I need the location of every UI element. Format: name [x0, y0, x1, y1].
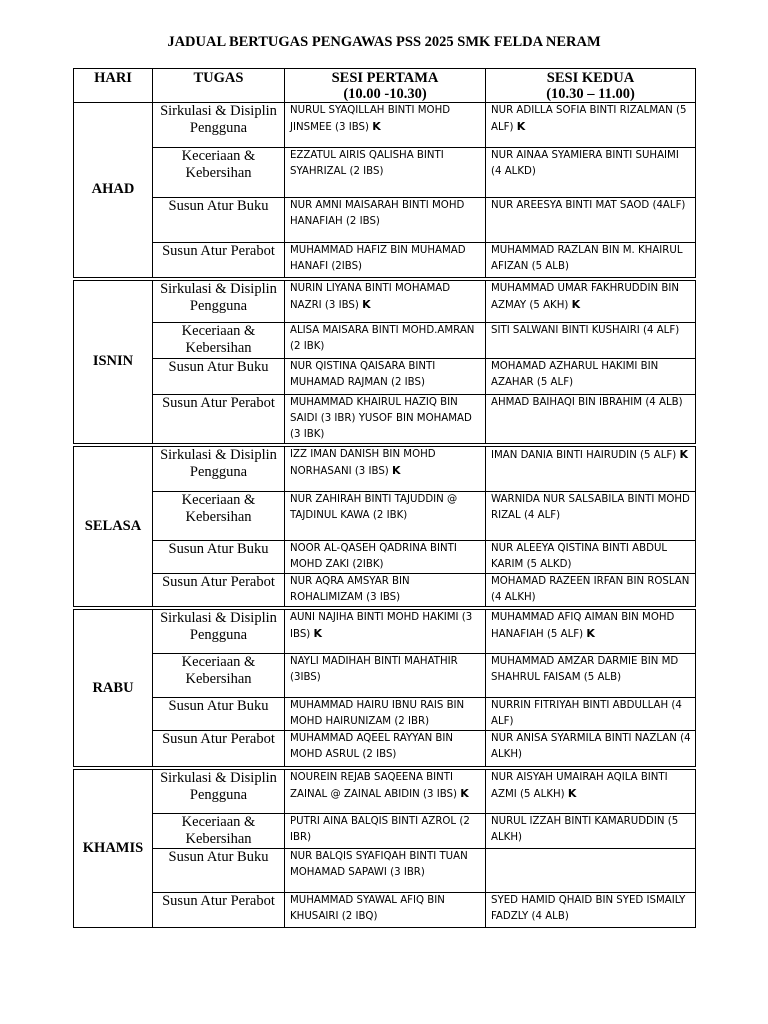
student-name: MUHAMMAD AMZAR DARMIE BIN MD SHAHRUL FAISAM (5 ALB)	[491, 655, 679, 683]
ketua-marker: K	[586, 627, 595, 640]
sesi-pertama-cell	[285, 279, 486, 323]
sesi-kedua-cell	[486, 848, 696, 892]
student-name: NUR AREESYA BINTI MAT SAOD (4ALF)	[491, 200, 686, 211]
sesi-kedua-cell	[486, 653, 696, 697]
student-name: MUHAMMAD KHAIRUL HAZIQ BIN SAIDI (3 IBR) YUSOF BIN MOHAMAD (3 IBK)	[290, 397, 472, 440]
task-cell: Susun Atur Buku	[153, 198, 285, 243]
table-row	[74, 730, 696, 768]
header-hari: HARI	[74, 69, 153, 103]
task-cell: Keceriaan & Kebersihan	[153, 323, 285, 359]
student-name: NURIN LIYANA BINTI MOHAMAD NAZRI (3 IBS)	[290, 282, 451, 311]
table-row	[74, 653, 696, 697]
student-name: NUR AISYAH UMAIRAH AQILA BINTI AZMI (5 ALKH)	[491, 772, 668, 800]
table-row	[74, 768, 696, 813]
task-cell: Keceriaan & Kebersihan	[153, 491, 285, 540]
student-name: NOUREIN REJAB SAQEENA BINTI ZAINAL @ ZAINAL ABIDIN (3 IBS)	[290, 772, 457, 800]
task-cell: Keceriaan & Kebersihan	[153, 813, 285, 848]
student-name: PUTRI AINA BALQIS BINTI AZROL (2 IBR)	[290, 815, 470, 843]
student-name: MUHAMMAD HAFIZ BIN MUHAMAD HANAFI (2IBS)	[290, 245, 466, 272]
sesi-pertama-cell	[285, 608, 486, 653]
header-tugas: TUGAS	[153, 69, 285, 103]
table-row	[74, 395, 696, 446]
student-name: NOOR AL-QASEH QADRINA BINTI MOHD ZAKI (2IBK)	[290, 542, 457, 570]
sesi-kedua-cell	[486, 540, 696, 573]
sesi-kedua-cell	[486, 768, 696, 813]
sesi-kedua-cell	[486, 148, 696, 198]
task-cell: Sirkulasi & Disiplin Pengguna	[153, 103, 285, 148]
sesi-pertama-cell	[285, 148, 486, 198]
student-name: NUR AQRA AMSYAR BIN ROHALIMIZAM (3 IBS)	[290, 575, 410, 603]
sesi-pertama-cell	[285, 323, 486, 359]
ketua-marker: K	[313, 627, 323, 640]
ketua-marker: K	[392, 464, 401, 477]
table-row	[74, 813, 696, 848]
student-name: NUR ALEEYA QISTINA BINTI ABDUL KARIM (5 ALKD)	[491, 542, 668, 570]
student-name: SYED HAMID QHAID BIN SYED ISMAILY FADZLY (4 ALB)	[491, 894, 686, 922]
table-row	[74, 148, 696, 198]
student-name: NURUL IZZAH BINTI KAMARUDDIN (5 ALKH)	[491, 815, 679, 843]
ketua-marker: K	[372, 120, 381, 133]
sesi-pertama-cell	[285, 491, 486, 540]
sesi-pertama-cell	[285, 653, 486, 697]
header-sesi-pertama-label: SESI PERTAMA	[331, 70, 439, 86]
sesi-pertama-cell	[285, 730, 486, 768]
table-row	[74, 103, 696, 148]
sesi-pertama-cell	[285, 848, 486, 892]
student-name: MOHAMAD RAZEEN IRFAN BIN ROSLAN (4 ALKH)	[491, 575, 690, 603]
sesi-kedua-cell	[486, 198, 696, 243]
day-cell: SELASA	[74, 445, 153, 608]
task-cell: Sirkulasi & Disiplin Pengguna	[153, 445, 285, 491]
student-name: MUHAMMAD RAZLAN BIN M. KHAIRUL AFIZAN (5 ALB)	[491, 245, 683, 272]
sesi-pertama-cell	[285, 573, 486, 608]
task-cell: Keceriaan & Kebersihan	[153, 148, 285, 198]
sesi-pertama-cell	[285, 243, 486, 279]
sesi-kedua-cell	[486, 697, 696, 730]
header-row	[74, 69, 696, 103]
sesi-kedua-cell	[486, 323, 696, 359]
student-name: NURUL SYAQILLAH BINTI MOHD JINSMEE (3 IBS)	[290, 105, 451, 133]
student-name: MUHAMMAD SYAWAL AFIQ BIN KHUSAIRI (2 IBQ)	[290, 894, 445, 922]
sesi-pertama-cell	[285, 198, 486, 243]
task-cell: Susun Atur Perabot	[153, 395, 285, 446]
sesi-pertama-cell	[285, 768, 486, 813]
table-row	[74, 198, 696, 243]
sesi-kedua-cell	[486, 608, 696, 653]
sesi-kedua-cell	[486, 730, 696, 768]
task-cell: Susun Atur Buku	[153, 848, 285, 892]
sesi-kedua-cell	[486, 243, 696, 279]
student-name: ALISA MAISARA BINTI MOHD.AMRAN (2 IBK)	[290, 325, 475, 352]
ketua-marker: K	[460, 787, 469, 800]
student-name: NUR ADILLA SOFIA BINTI RIZALMAN (5 ALF)	[491, 105, 687, 133]
sesi-kedua-cell	[486, 445, 696, 491]
task-cell: Susun Atur Perabot	[153, 730, 285, 768]
day-cell: KHAMIS	[74, 768, 153, 927]
student-name: IMAN DANIA BINTI HAIRUDIN (5 ALF)	[491, 450, 677, 461]
task-cell: Susun Atur Perabot	[153, 573, 285, 608]
student-name: NUR ANISA SYARMILA BINTI NAZLAN (4 ALKH)	[491, 732, 691, 760]
day-cell: ISNIN	[74, 279, 153, 446]
table-row	[74, 848, 696, 892]
student-name: SITI SALWANI BINTI KUSHAIRI (4 ALF)	[491, 325, 680, 336]
table-row	[74, 279, 696, 323]
student-name: EZZATUL AIRIS QALISHA BINTI SYAHRIZAL (2 IBS)	[290, 150, 444, 177]
sesi-kedua-cell	[486, 573, 696, 608]
student-name: NURRIN FITRIYAH BINTI ABDULLAH (4 ALF)	[491, 699, 682, 727]
student-name: AHMAD BAIHAQI BIN IBRAHIM (4 ALB)	[491, 397, 683, 408]
roster-body	[74, 103, 696, 928]
task-cell: Susun Atur Buku	[153, 359, 285, 395]
table-row	[74, 540, 696, 573]
student-name: NUR BALQIS SYAFIQAH BINTI TUAN MOHAMAD SAPAWI (3 IBR)	[290, 850, 468, 878]
student-name: NUR QISTINA QAISARA BINTI MUHAMAD RAJMAN (2 IBS)	[290, 361, 436, 388]
sesi-kedua-cell	[486, 813, 696, 848]
sesi-pertama-cell	[285, 697, 486, 730]
sesi-kedua-cell	[486, 103, 696, 148]
sesi-kedua-cell	[486, 892, 696, 927]
student-name: NAYLI MADIHAH BINTI MAHATHIR (3IBS)	[290, 655, 458, 683]
header-sesi-kedua	[486, 69, 696, 103]
sesi-pertama-cell	[285, 445, 486, 491]
table-row	[74, 892, 696, 927]
sesi-pertama-cell	[285, 103, 486, 148]
task-cell: Susun Atur Perabot	[153, 243, 285, 279]
student-name: WARNIDA NUR SALSABILA BINTI MOHD RIZAL (4 ALF)	[491, 493, 690, 521]
task-cell: Sirkulasi & Disiplin Pengguna	[153, 768, 285, 813]
sesi-kedua-cell	[486, 491, 696, 540]
task-cell: Susun Atur Perabot	[153, 892, 285, 927]
ketua-marker: K	[516, 120, 526, 133]
sesi-pertama-cell	[285, 359, 486, 395]
sesi-pertama-cell	[285, 395, 486, 446]
table-row	[74, 243, 696, 279]
student-name: MUHAMMAD HAIRU IBNU RAIS BIN MOHD HAIRUNIZAM (2 IBR)	[290, 699, 465, 727]
student-name: MUHAMMAD AQEEL RAYYAN BIN MOHD ASRUL (2 IBS)	[290, 732, 454, 760]
task-cell: Sirkulasi & Disiplin Pengguna	[153, 279, 285, 323]
table-row	[74, 608, 696, 653]
sesi-pertama-cell	[285, 813, 486, 848]
header-sesi-pertama-time: (10.00 -10.30)	[343, 86, 427, 102]
table-row	[74, 359, 696, 395]
task-cell: Sirkulasi & Disiplin Pengguna	[153, 608, 285, 653]
duty-roster-table	[73, 68, 696, 928]
table-row	[74, 323, 696, 359]
ketua-marker: K	[679, 448, 689, 461]
sesi-pertama-cell	[285, 892, 486, 927]
sesi-kedua-cell	[486, 279, 696, 323]
task-cell: Susun Atur Buku	[153, 540, 285, 573]
student-name: IZZ IMAN DANISH BIN MOHD NORHASANI (3 IBS)	[290, 449, 436, 477]
table-row	[74, 491, 696, 540]
sesi-kedua-cell	[486, 395, 696, 446]
header-sesi-kedua-label: SESI KEDUA	[546, 70, 635, 86]
student-name: NUR AMNI MAISARAH BINTI MOHD HANAFIAH (2 IBS)	[290, 200, 465, 227]
student-name: MOHAMAD AZHARUL HAKIMI BIN AZAHAR (5 ALF)	[491, 361, 659, 388]
student-name: NUR ZAHIRAH BINTI TAJUDDIN @ TAJDINUL KAWA (2 IBK)	[290, 493, 458, 521]
student-name: MUHAMMAD UMAR FAKHRUDDIN BIN AZMAY (5 AKH)	[491, 282, 679, 311]
sesi-kedua-cell	[486, 359, 696, 395]
ketua-marker: K	[567, 787, 577, 800]
day-cell: RABU	[74, 608, 153, 768]
task-cell: Keceriaan & Kebersihan	[153, 653, 285, 697]
day-cell: AHAD	[74, 103, 153, 279]
student-name: AUNI NAJIHA BINTI MOHD HAKIMI (3 IBS)	[290, 612, 473, 640]
table-row	[74, 573, 696, 608]
ketua-marker: K	[571, 297, 581, 311]
ketua-marker: K	[362, 297, 371, 311]
table-row	[74, 445, 696, 491]
header-sesi-kedua-time: (10.30 – 11.00)	[546, 86, 635, 102]
sesi-pertama-cell	[285, 540, 486, 573]
task-cell: Susun Atur Buku	[153, 697, 285, 730]
table-row	[74, 697, 696, 730]
header-sesi-pertama	[285, 69, 486, 103]
student-name: MUHAMMAD AFIQ AIMAN BIN MOHD HANAFIAH (5 ALF)	[491, 612, 675, 640]
student-name: NUR AINAA SYAMIERA BINTI SUHAIMI (4 ALKD)	[491, 150, 679, 177]
page-title: JADUAL BERTUGAS PENGAWAS PSS 2025 SMK FELDA NERAM	[167, 34, 601, 50]
